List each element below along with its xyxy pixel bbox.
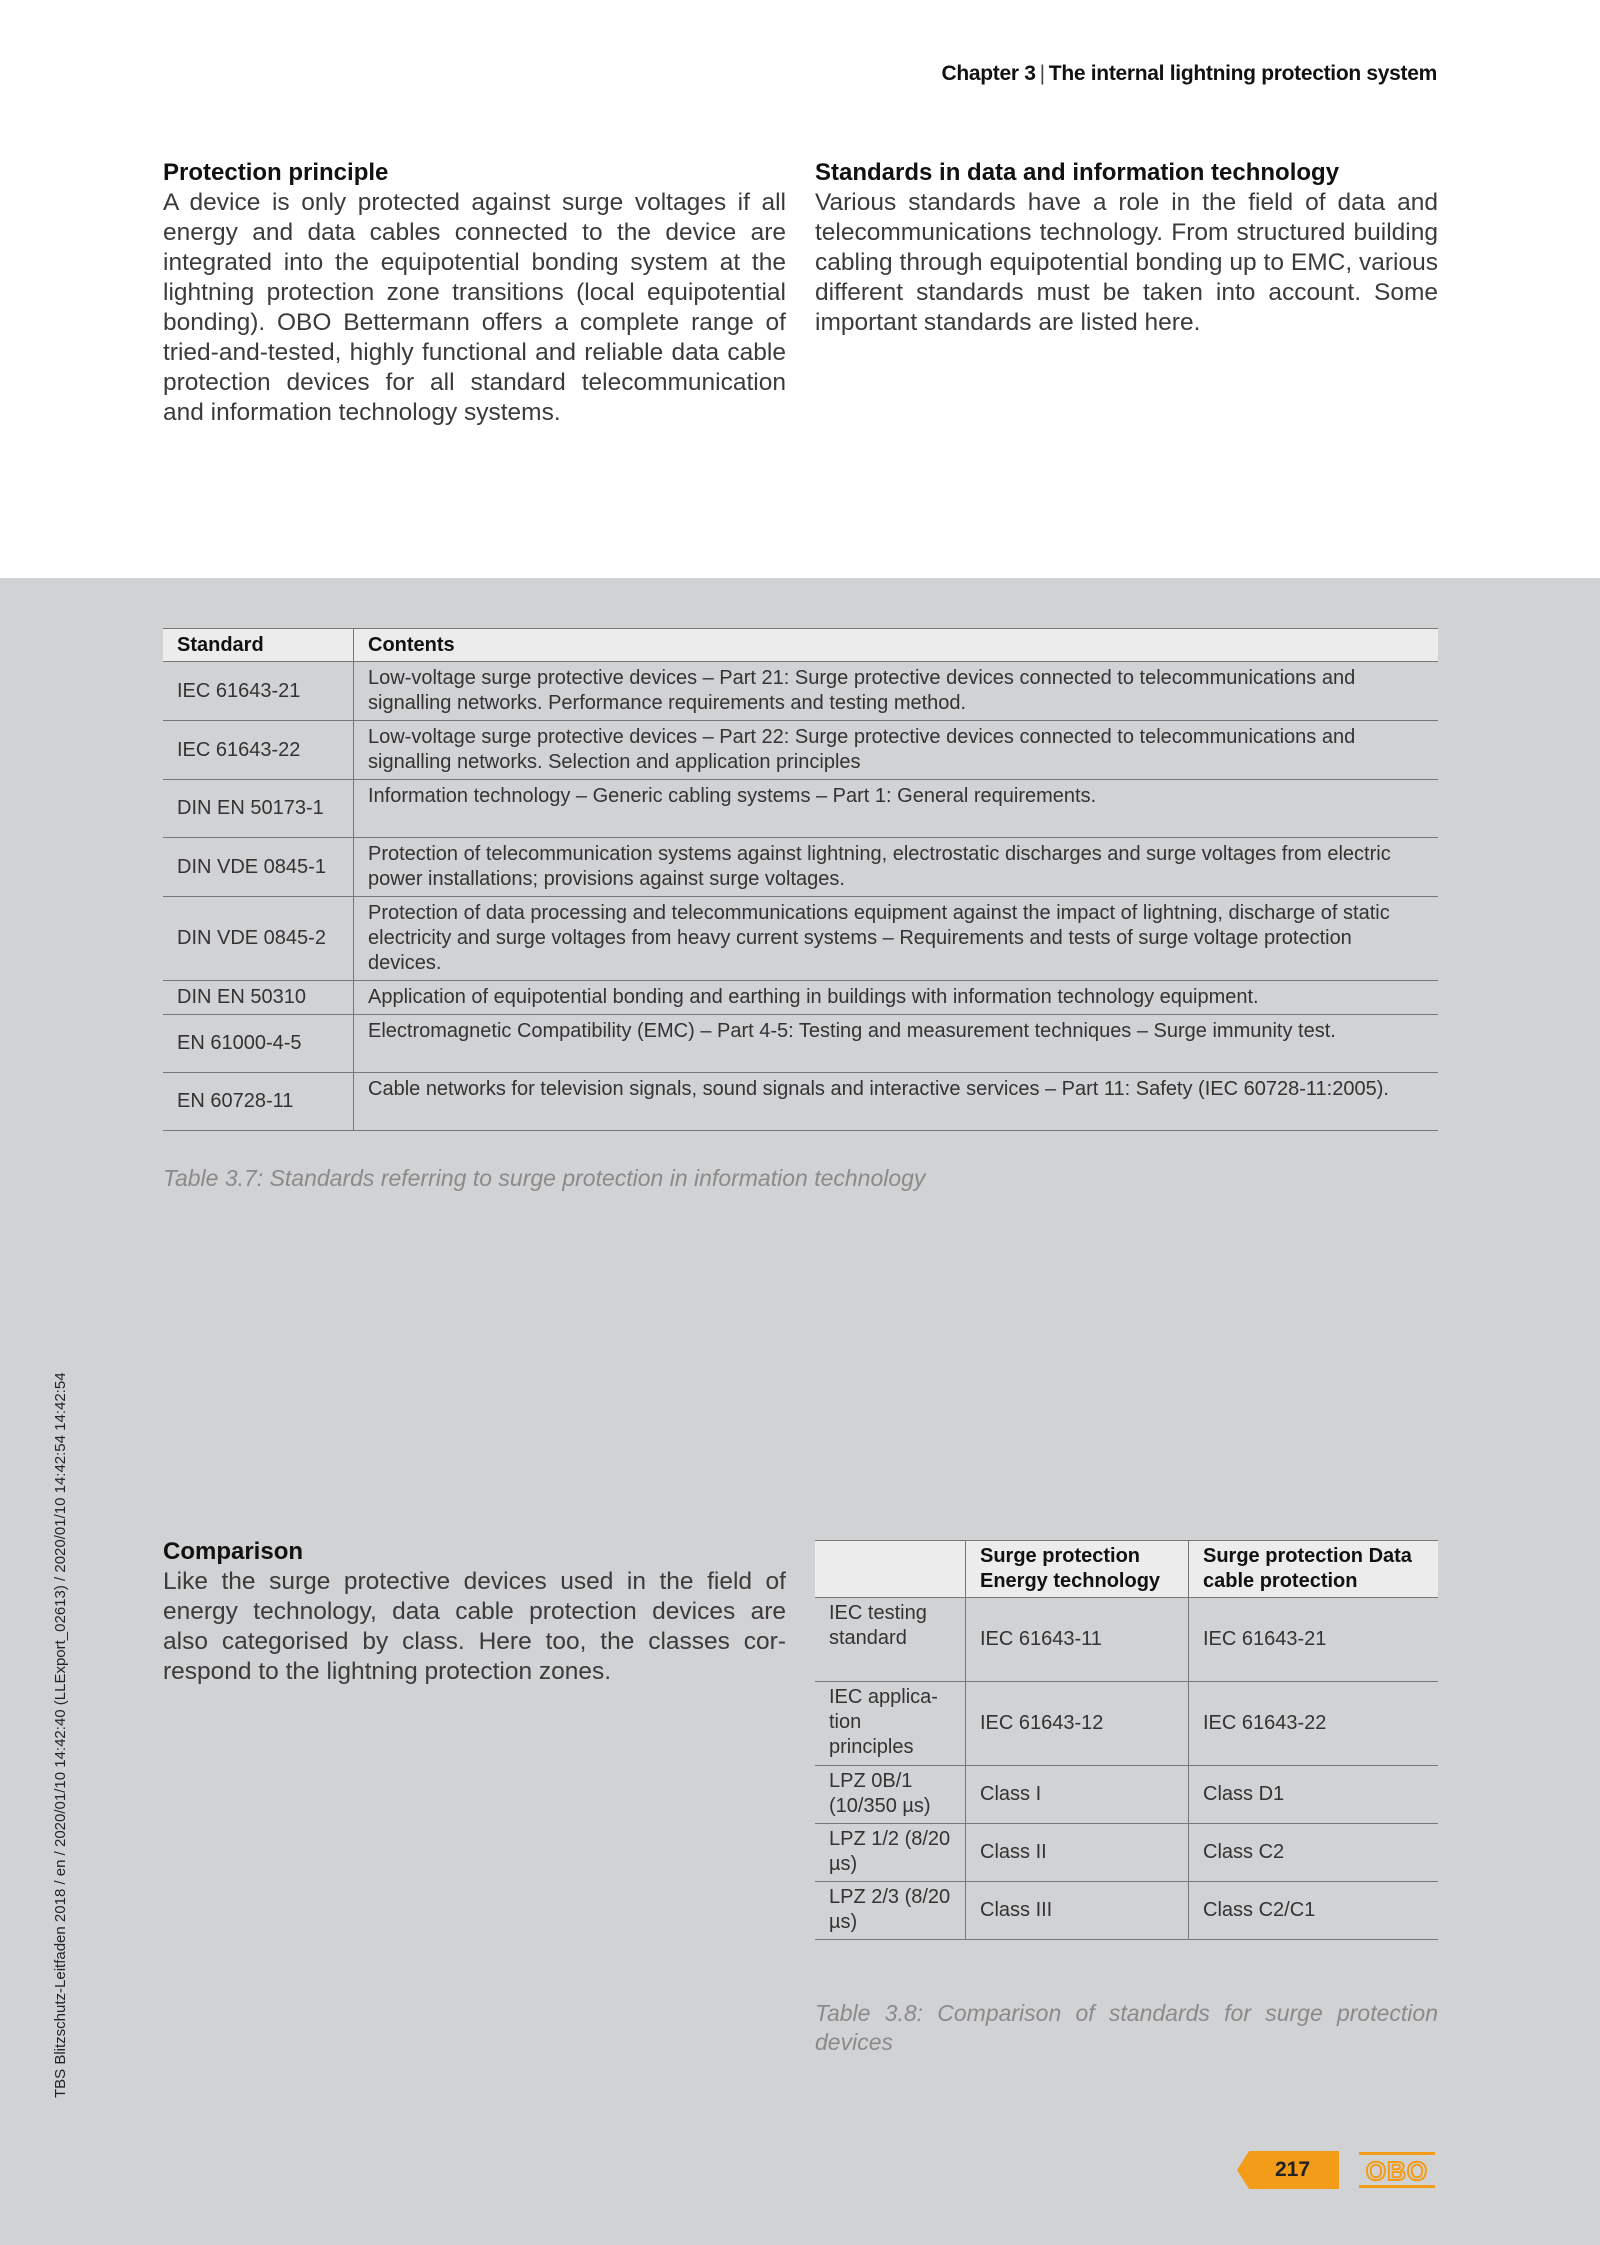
contents-cell: Low-voltage surge protective devices – Part 21: Surge protective devices connected to telecommunications and signalling networks. Performance requirements and testing method. bbox=[354, 662, 1439, 721]
table-row bbox=[815, 1882, 1438, 1940]
print-metadata-sidebar: TBS Blitzschutz-Leitfaden 2018 / en / 2020/01/10 14:42:40 (LLExport_02613) / 2020/01/10 14:42:54 14:42:54 bbox=[52, 1372, 69, 2098]
column-header-standard: Standard bbox=[163, 629, 354, 662]
standard-cell: DIN VDE 0845-2 bbox=[163, 897, 354, 981]
protection-principle-body: A device is only protected against surge voltages if all energy and data cables connected to the device are integrated into the equipotential bonding system at the lightning protection zone transitions (local equipotential bonding). OBO Bettermann offers a complete range of tried-and-tested, highly functional and reliable data cable protection devices for all standard telecommunication and information technology systems. bbox=[163, 189, 786, 426]
header-title: The internal lightning protection system bbox=[1048, 62, 1437, 85]
table-row bbox=[163, 721, 1438, 780]
table-row bbox=[815, 1598, 1438, 1682]
header-separator: | bbox=[1039, 62, 1045, 85]
contents-cell: Electromagnetic Compatibility (EMC) – Part 4-5: Testing and measurement techniques – Surge immunity test. bbox=[354, 1015, 1439, 1073]
table-row bbox=[163, 981, 1438, 1015]
table-row bbox=[163, 780, 1438, 838]
data-cable-cell: Class C2 bbox=[1189, 1824, 1439, 1882]
data-cable-cell: IEC 61643-21 bbox=[1189, 1598, 1439, 1682]
contents-cell: Low-voltage surge protective devices – Part 22: Surge protective devices connected to telecommunications and signalling networks. Selection and application principles bbox=[354, 721, 1439, 780]
table-row bbox=[163, 838, 1438, 897]
table-row bbox=[815, 1766, 1438, 1824]
standard-cell: DIN VDE 0845-1 bbox=[163, 838, 354, 897]
standard-cell: EN 60728-11 bbox=[163, 1073, 354, 1131]
data-cable-cell: Class C2/C1 bbox=[1189, 1882, 1439, 1940]
energy-cell: IEC 61643-11 bbox=[966, 1598, 1189, 1682]
standard-cell: IEC 61643-21 bbox=[163, 662, 354, 721]
row-label-cell: LPZ 2/3 (8/20 µs) bbox=[815, 1882, 966, 1940]
standard-cell: DIN EN 50310 bbox=[163, 981, 354, 1015]
standard-cell: IEC 61643-22 bbox=[163, 721, 354, 780]
contents-cell: Application of equipotential bonding and earthing in buildings with information technology equipment. bbox=[354, 981, 1439, 1015]
table-caption-3-8: Table 3.8: Comparison of standards for surge protection devices bbox=[815, 2000, 1438, 2055]
energy-cell: Class II bbox=[966, 1824, 1189, 1882]
data-cable-cell: IEC 61643-22 bbox=[1189, 1682, 1439, 1766]
standard-cell: EN 61000-4-5 bbox=[163, 1015, 354, 1073]
table-row bbox=[163, 897, 1438, 981]
standards-body: Various standards have a role in the field of data and telecommunications technology. From structured building cabling through equipotential bonding up to EMC, various different standards must be taken into account. Some important standards are listed here. bbox=[815, 189, 1438, 336]
energy-cell: Class I bbox=[966, 1766, 1189, 1824]
table-row bbox=[163, 1015, 1438, 1073]
table-row bbox=[815, 1824, 1438, 1882]
standards-heading: Standards in data and information technology bbox=[815, 159, 1340, 186]
energy-cell: IEC 61643-12 bbox=[966, 1682, 1189, 1766]
table-row bbox=[163, 662, 1438, 721]
comparison-body: Like the surge protective devices used in the field of energy technology, data cable protection devices are also categorised by class. Here too, the classes correspond to the lightning protection zones. bbox=[163, 1568, 786, 1685]
standard-cell: DIN EN 50173-1 bbox=[163, 780, 354, 838]
contents-cell: Information technology – Generic cabling systems – Part 1: General requirements. bbox=[354, 780, 1439, 838]
comparison-section bbox=[163, 1537, 786, 1687]
standards-section bbox=[815, 158, 1438, 338]
row-label-cell: IEC testing standard bbox=[815, 1598, 966, 1682]
column-header-data-cable: Surge protection Data cable protection bbox=[1189, 1541, 1439, 1598]
table-row bbox=[815, 1682, 1438, 1766]
header-chapter: Chapter 3 bbox=[941, 62, 1036, 85]
table-caption-3-7: Table 3.7: Standards referring to surge protection in information technology bbox=[163, 1165, 926, 1191]
data-cable-cell: Class D1 bbox=[1189, 1766, 1439, 1824]
contents-cell: Protection of telecommunication systems against lightning, electrostatic discharges and surge voltages from electric power installations; provisions against surge voltages. bbox=[354, 838, 1439, 897]
column-header-energy: Surge protection Energy technology bbox=[966, 1541, 1189, 1598]
protection-principle-section bbox=[163, 158, 786, 428]
page-number: 217 bbox=[1274, 2158, 1311, 2181]
comparison-heading: Comparison bbox=[163, 1538, 304, 1565]
obo-logo bbox=[1358, 2151, 1436, 2189]
protection-principle-heading: Protection principle bbox=[163, 159, 389, 186]
table-header-row bbox=[163, 629, 1438, 662]
contents-cell: Cable networks for television signals, sound signals and interactive services – Part 11: Safety (IEC 60728-11:2005). bbox=[354, 1073, 1439, 1131]
row-label-cell: IEC application principles bbox=[815, 1682, 966, 1766]
comparison-table bbox=[815, 1540, 1438, 1940]
column-header-blank bbox=[815, 1541, 966, 1598]
table-header-row bbox=[815, 1541, 1438, 1598]
column-header-contents: Contents bbox=[354, 629, 1439, 662]
table-row bbox=[163, 1073, 1438, 1131]
running-header bbox=[941, 62, 1437, 86]
standards-table bbox=[163, 628, 1438, 1131]
contents-cell: Protection of data processing and telecommunications equipment against the impact of lightning, discharge of static electricity and surge voltages from heavy current systems – Requirements and tests of surge voltage protection devices. bbox=[354, 897, 1439, 981]
svg-text:OBO: OBO bbox=[1365, 2156, 1429, 2186]
row-label-cell: LPZ 1/2 (8/20 µs) bbox=[815, 1824, 966, 1882]
row-label-cell: LPZ 0B/1 (10/350 µs) bbox=[815, 1766, 966, 1824]
energy-cell: Class III bbox=[966, 1882, 1189, 1940]
